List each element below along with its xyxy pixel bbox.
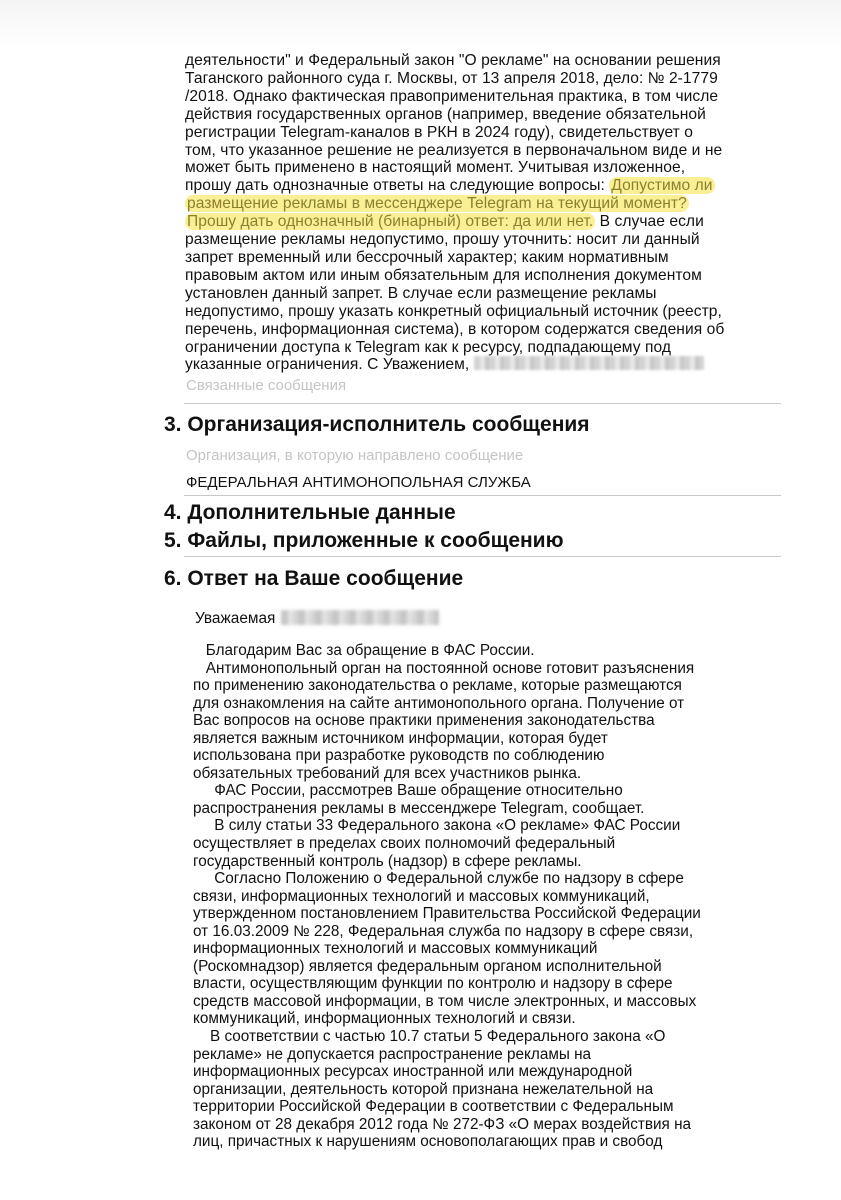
section-5-title[interactable]: 5. Файлы, приложенные к сообщению [164, 529, 564, 552]
question-line: регистрации Telegram-каналов в РКН в 2024 году), свидетельствует о [185, 123, 693, 141]
redacted-name [281, 610, 439, 625]
answer-line: территории Российской Федерации в соответствии с Федеральным [193, 1098, 674, 1116]
question-line: размещение рекламы недопустимо, прошу уточнить: носит ли данный [185, 231, 700, 249]
answer-line: использована при разработке руководств по соблюдению [193, 747, 605, 765]
answer-line: обязательных требований для всех участников рынка. [193, 764, 582, 782]
organization-field-label: Организация, в которую направлено сообщение [186, 447, 524, 464]
answer-line: осуществляет в пределах своих полномочий федеральный [193, 835, 616, 853]
answer-line: лиц, причастных к нарушениям основополагающих прав и свобод [193, 1133, 663, 1151]
answer-line: для ознакомления на сайте антимонопольного органа. Получение от [193, 694, 685, 712]
question-line: запрет временный или бессрочный характер; каким нормативным [185, 248, 669, 266]
answer-line: (Роскомнадзор) является федеральным органом исполнительной [193, 957, 662, 975]
highlighted-question: Прошу дать однозначный (бинарный) ответ: да или нет. [187, 213, 594, 231]
question-line [185, 195, 785, 213]
section-3-title: 3. Организация-исполнитель сообщения [164, 413, 590, 436]
salutation-text: Уважаемая [195, 610, 276, 627]
question-line [185, 213, 785, 231]
question-line: правовым актом или иным обязательным для исполнения документом [185, 266, 702, 284]
question-text-plain: прошу дать однозначные ответы на следующие вопросы: [185, 177, 610, 195]
organization-field-value: ФЕДЕРАЛЬНАЯ АНТИМОНОПОЛЬНАЯ СЛУЖБА [186, 474, 531, 491]
answer-line: государственный контроль (надзор) в сфере рекламы. [193, 852, 582, 870]
answer-line: рекламе» не допускается распространение рекламы на [193, 1045, 592, 1063]
answer-line: распространения рекламы в мессенджере Telegram, сообщает. [193, 799, 645, 817]
answer-line: информационных ресурсах иностранной или международной [193, 1063, 633, 1081]
salutation [195, 610, 439, 628]
related-messages-label: Связанные сообщения [186, 377, 347, 394]
question-line: может быть применено в настоящий момент. Учитывая изложенное, [185, 159, 686, 177]
question-text [185, 52, 785, 374]
redacted-name [474, 356, 704, 370]
section-4-title[interactable]: 4. Дополнительные данные [164, 501, 456, 524]
question-text-plain: В случае если [595, 213, 704, 231]
question-line: перечень, информационная система), в котором содержатся сведения об [185, 320, 725, 338]
answer-line: коммуникаций, информационных технологий и связи. [193, 1010, 576, 1028]
answer-line: власти, осуществляющим функции по контролю и надзору в сфере [193, 975, 673, 993]
divider [184, 556, 781, 557]
answer-line: Согласно Положению о Федеральной службе по надзору в сфере [193, 870, 684, 888]
answer-line: законом от 28 декабря 2012 года № 272-ФЗ «О мерах воздействия на [193, 1115, 692, 1133]
signature-text: указанные ограничения. С Уважением, [185, 356, 470, 374]
question-line [185, 356, 785, 374]
question-line [185, 177, 785, 195]
answer-line: Антимонопольный орган на постоянной основе готовит разъяснения [193, 659, 695, 677]
answer-line: является важным источником информации, которая будет [193, 729, 608, 747]
question-line: /2018. Однако фактическая правоприменительная практика, в том числе [185, 87, 719, 105]
question-line: установлен данный запрет. В случае если размещение рекламы [185, 284, 657, 302]
question-line: деятельности" и Федеральный закон "О рекламе" на основании решения [185, 52, 721, 69]
answer-line: информационных технологий и массовых коммуникаций [193, 940, 598, 958]
section-6-title: 6. Ответ на Ваше сообщение [164, 567, 464, 590]
question-line: том, что указанное решение не реализуется в первоначальном виде и не [185, 141, 723, 159]
question-line: недопустимо, прошу указать конкретный официальный источник (реестр, [185, 302, 722, 320]
answer-line: по применению законодательства о рекламе, которые размещаются [193, 677, 682, 695]
divider [184, 403, 781, 404]
top-shadow [0, 0, 841, 48]
answer-text [193, 642, 773, 1151]
answer-line: средств массовой информации, в том числе электронных, и массовых [193, 992, 697, 1010]
answer-line: ФАС России, рассмотрев Ваше обращение относительно [193, 782, 623, 800]
question-line: Таганского районного суда г. Москвы, от 13 апреля 2018, дело: № 2-1779 [185, 69, 718, 87]
answer-line: Вас вопросов на основе практики применения законодательства [193, 712, 655, 730]
answer-line: Благодарим Вас за обращение в ФАС России. [193, 642, 535, 659]
question-line: действия государственных органов (например, введение обязательной [185, 105, 706, 123]
divider [184, 495, 781, 496]
question-line: ограничении доступа к Telegram как к ресурсу, подпадающему под [185, 338, 672, 356]
answer-line: организации, деятельность которой признана нежелательной на [193, 1080, 654, 1098]
answer-line: связи, информационных технологий и массовых коммуникаций, [193, 887, 650, 905]
highlighted-question: размещение рекламы в мессенджере Telegram на текущий момент? [187, 195, 687, 213]
answer-line: В силу статьи 33 Федерального закона «О рекламе» ФАС России [193, 817, 681, 835]
answer-line: утвержденном постановлением Правительства Российской Федерации [193, 905, 701, 923]
answer-line: В соответствии с частью 10.7 статьи 5 Федерального закона «О [193, 1028, 666, 1046]
highlighted-question: Допустимо ли [611, 177, 713, 195]
answer-line: от 16.03.2009 № 228, Федеральная служба по надзору в сфере связи, [193, 922, 694, 940]
